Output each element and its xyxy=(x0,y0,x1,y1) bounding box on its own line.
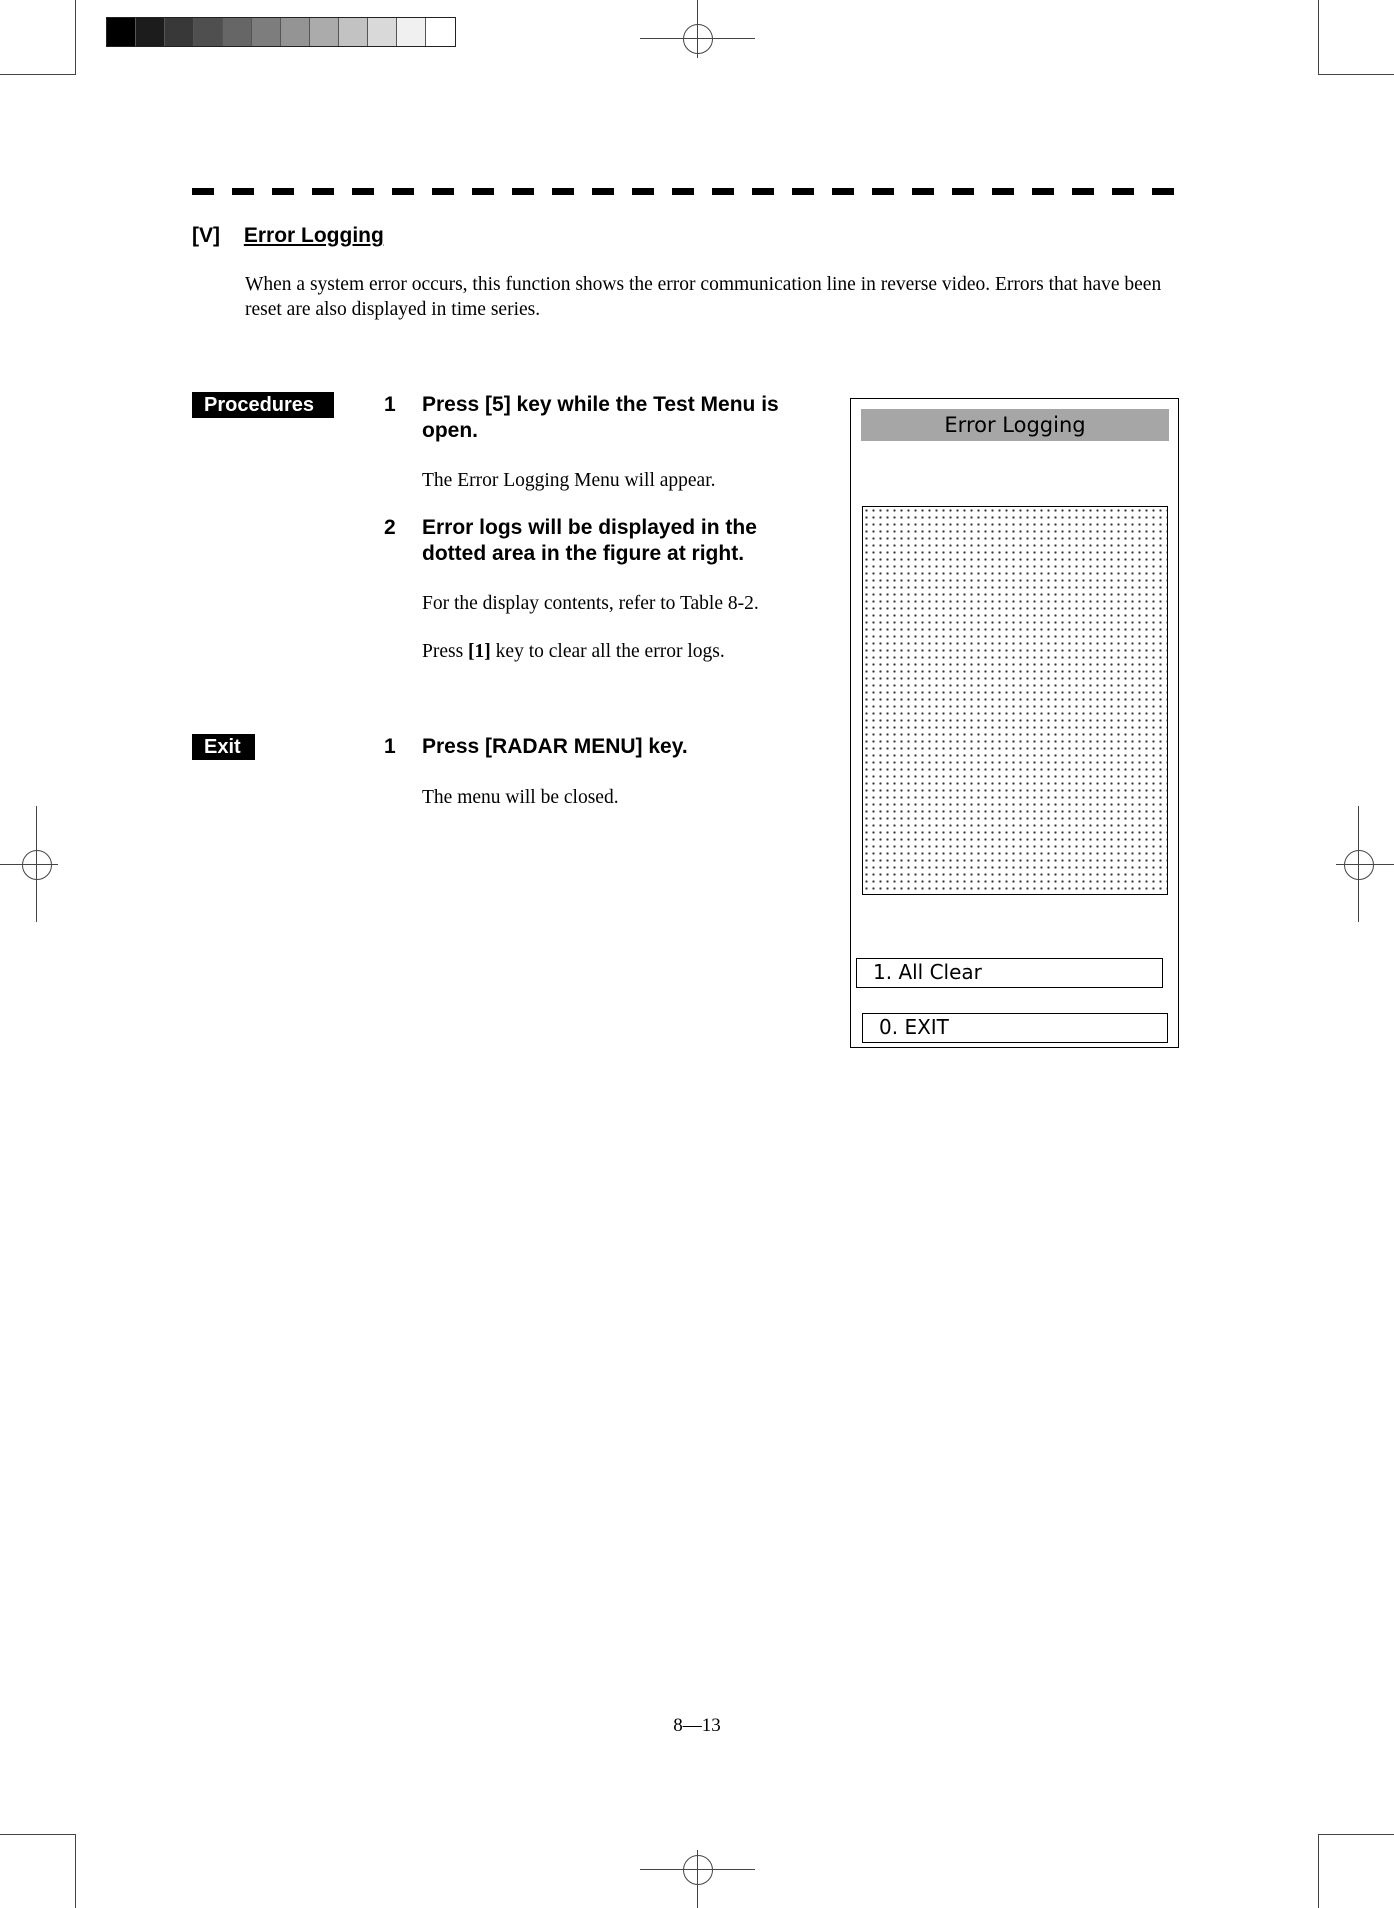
section-number: [V] xyxy=(192,224,220,247)
grayscale-swatch xyxy=(368,18,397,46)
key-label: [1] xyxy=(468,641,491,662)
section-heading xyxy=(192,224,384,248)
exit-label: Exit xyxy=(192,734,255,760)
grayscale-swatch xyxy=(426,18,455,46)
intro-paragraph: When a system error occurs, this function shows the error communication line in reverse video. Errors that have been reset are also displayed in time series. xyxy=(245,274,1162,320)
grayscale-swatch xyxy=(310,18,339,46)
grayscale-swatch xyxy=(339,18,368,46)
grayscale-swatch xyxy=(223,18,252,46)
grayscale-strip xyxy=(106,17,456,47)
press-prefix: Press xyxy=(422,641,469,662)
procedure-step-2-press-note xyxy=(422,639,725,664)
step-number: 1 xyxy=(384,393,396,416)
grayscale-swatch xyxy=(252,18,281,46)
procedure-step-2-note: For the display contents, refer to Table 8-2. xyxy=(422,593,759,614)
grayscale-swatch xyxy=(281,18,310,46)
error-log-area xyxy=(862,506,1168,895)
dashed-divider xyxy=(192,188,1182,195)
step-number: 1 xyxy=(384,735,396,758)
page-number: 8—13 xyxy=(673,1715,721,1736)
step-text: Press [5] key while the Test Menu is open. xyxy=(422,393,779,442)
grayscale-swatch xyxy=(397,18,426,46)
exit-button[interactable]: 0. EXIT xyxy=(862,1013,1168,1043)
procedures-label: Procedures xyxy=(192,392,334,418)
screen-title: Error Logging xyxy=(861,409,1169,441)
grayscale-swatch xyxy=(194,18,223,46)
error-logging-screen xyxy=(850,398,1179,1048)
section-title: Error Logging xyxy=(243,224,384,247)
step-number: 2 xyxy=(384,516,396,539)
step-text: Press [RADAR MENU] key. xyxy=(422,735,688,758)
exit-step-1-note: The menu will be closed. xyxy=(422,787,619,808)
grayscale-swatch xyxy=(165,18,194,46)
procedure-step-1-note: The Error Logging Menu will appear. xyxy=(422,470,716,491)
grayscale-swatch xyxy=(136,18,165,46)
step-text: Error logs will be displayed in the dotted area in the figure at right. xyxy=(422,516,757,565)
all-clear-button[interactable]: 1. All Clear xyxy=(856,958,1163,988)
press-suffix: key to clear all the error logs. xyxy=(490,641,725,662)
grayscale-swatch xyxy=(107,18,136,46)
